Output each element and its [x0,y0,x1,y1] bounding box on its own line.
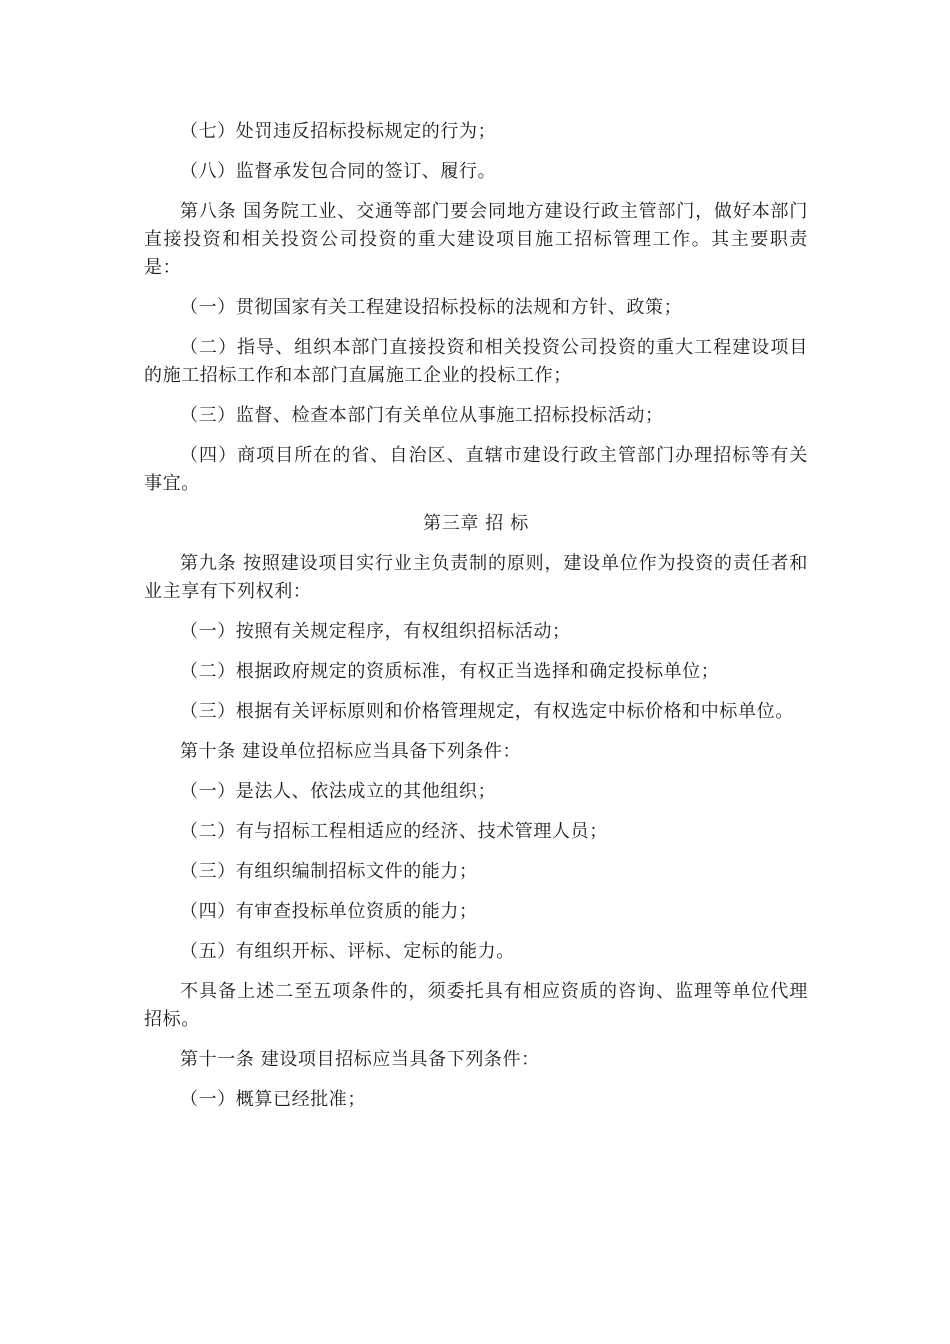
article-9-item-1: （一）按照有关规定程序，有权组织招标活动； [180,621,571,642]
article-8-item-1: （一）贯彻国家有关工程建设招标投标的法规和方针、政策； [180,297,683,318]
article-8: 第八条 国务院工业、交通等部门要会同地方建设行政主管部门，做好本部门直接投资和相关投资公司投资的重大建设项目施工招标管理工作。其主要职责是： [144,201,808,278]
article-9-item-3: （三）根据有关评标原则和价格管理规定，有权选定中标价格和中标单位。 [180,701,794,722]
article-10-item-4: （四）有审查投标单位资质的能力； [180,901,478,922]
article-8-item-3: （三）监督、检查本部门有关单位从事施工招标投标活动； [180,405,664,426]
article-9-item-2: （二）根据政府规定的资质标准，有权正当选择和确定投标单位； [180,661,720,682]
article-11-item-1: （一）概算已经批准； [180,1089,366,1110]
document-page [144,118,808,1126]
chapter-3-heading: 第三章 招 标 [423,513,529,534]
article-10-item-3: （三）有组织编制招标文件的能力； [180,861,478,882]
article-11: 第十一条 建设项目招标应当具备下列条件： [180,1049,540,1070]
article-8-item-2: （二）指导、组织本部门直接投资和相关投资公司投资的重大工程建设项目的施工招标工作和本部门直属施工企业的投标工作； [144,337,808,386]
article-10: 第十条 建设单位招标应当具备下列条件： [180,741,522,762]
article-10-item-1: （一）是法人、依法成立的其他组织； [180,781,497,802]
article-9: 第九条 按照建设项目实行业主负责制的原则，建设单位作为投资的责任者和业主享有下列权利： [144,553,808,602]
article-10-item-2: （二）有与招标工程相适应的经济、技术管理人员； [180,821,608,842]
paragraph-item-7: （七）处罚违反招标投标规定的行为； [180,121,497,142]
article-10-note: 不具备上述二至五项条件的，须委托具有相应资质的咨询、监理等单位代理招标。 [144,981,808,1030]
paragraph-item-8: （八）监督承发包合同的签订、履行。 [180,161,497,182]
article-10-item-5: （五）有组织开标、评标、定标的能力。 [180,941,515,962]
article-8-item-4: （四）商项目所在的省、自治区、直辖市建设行政主管部门办理招标等有关事宜。 [144,445,808,494]
